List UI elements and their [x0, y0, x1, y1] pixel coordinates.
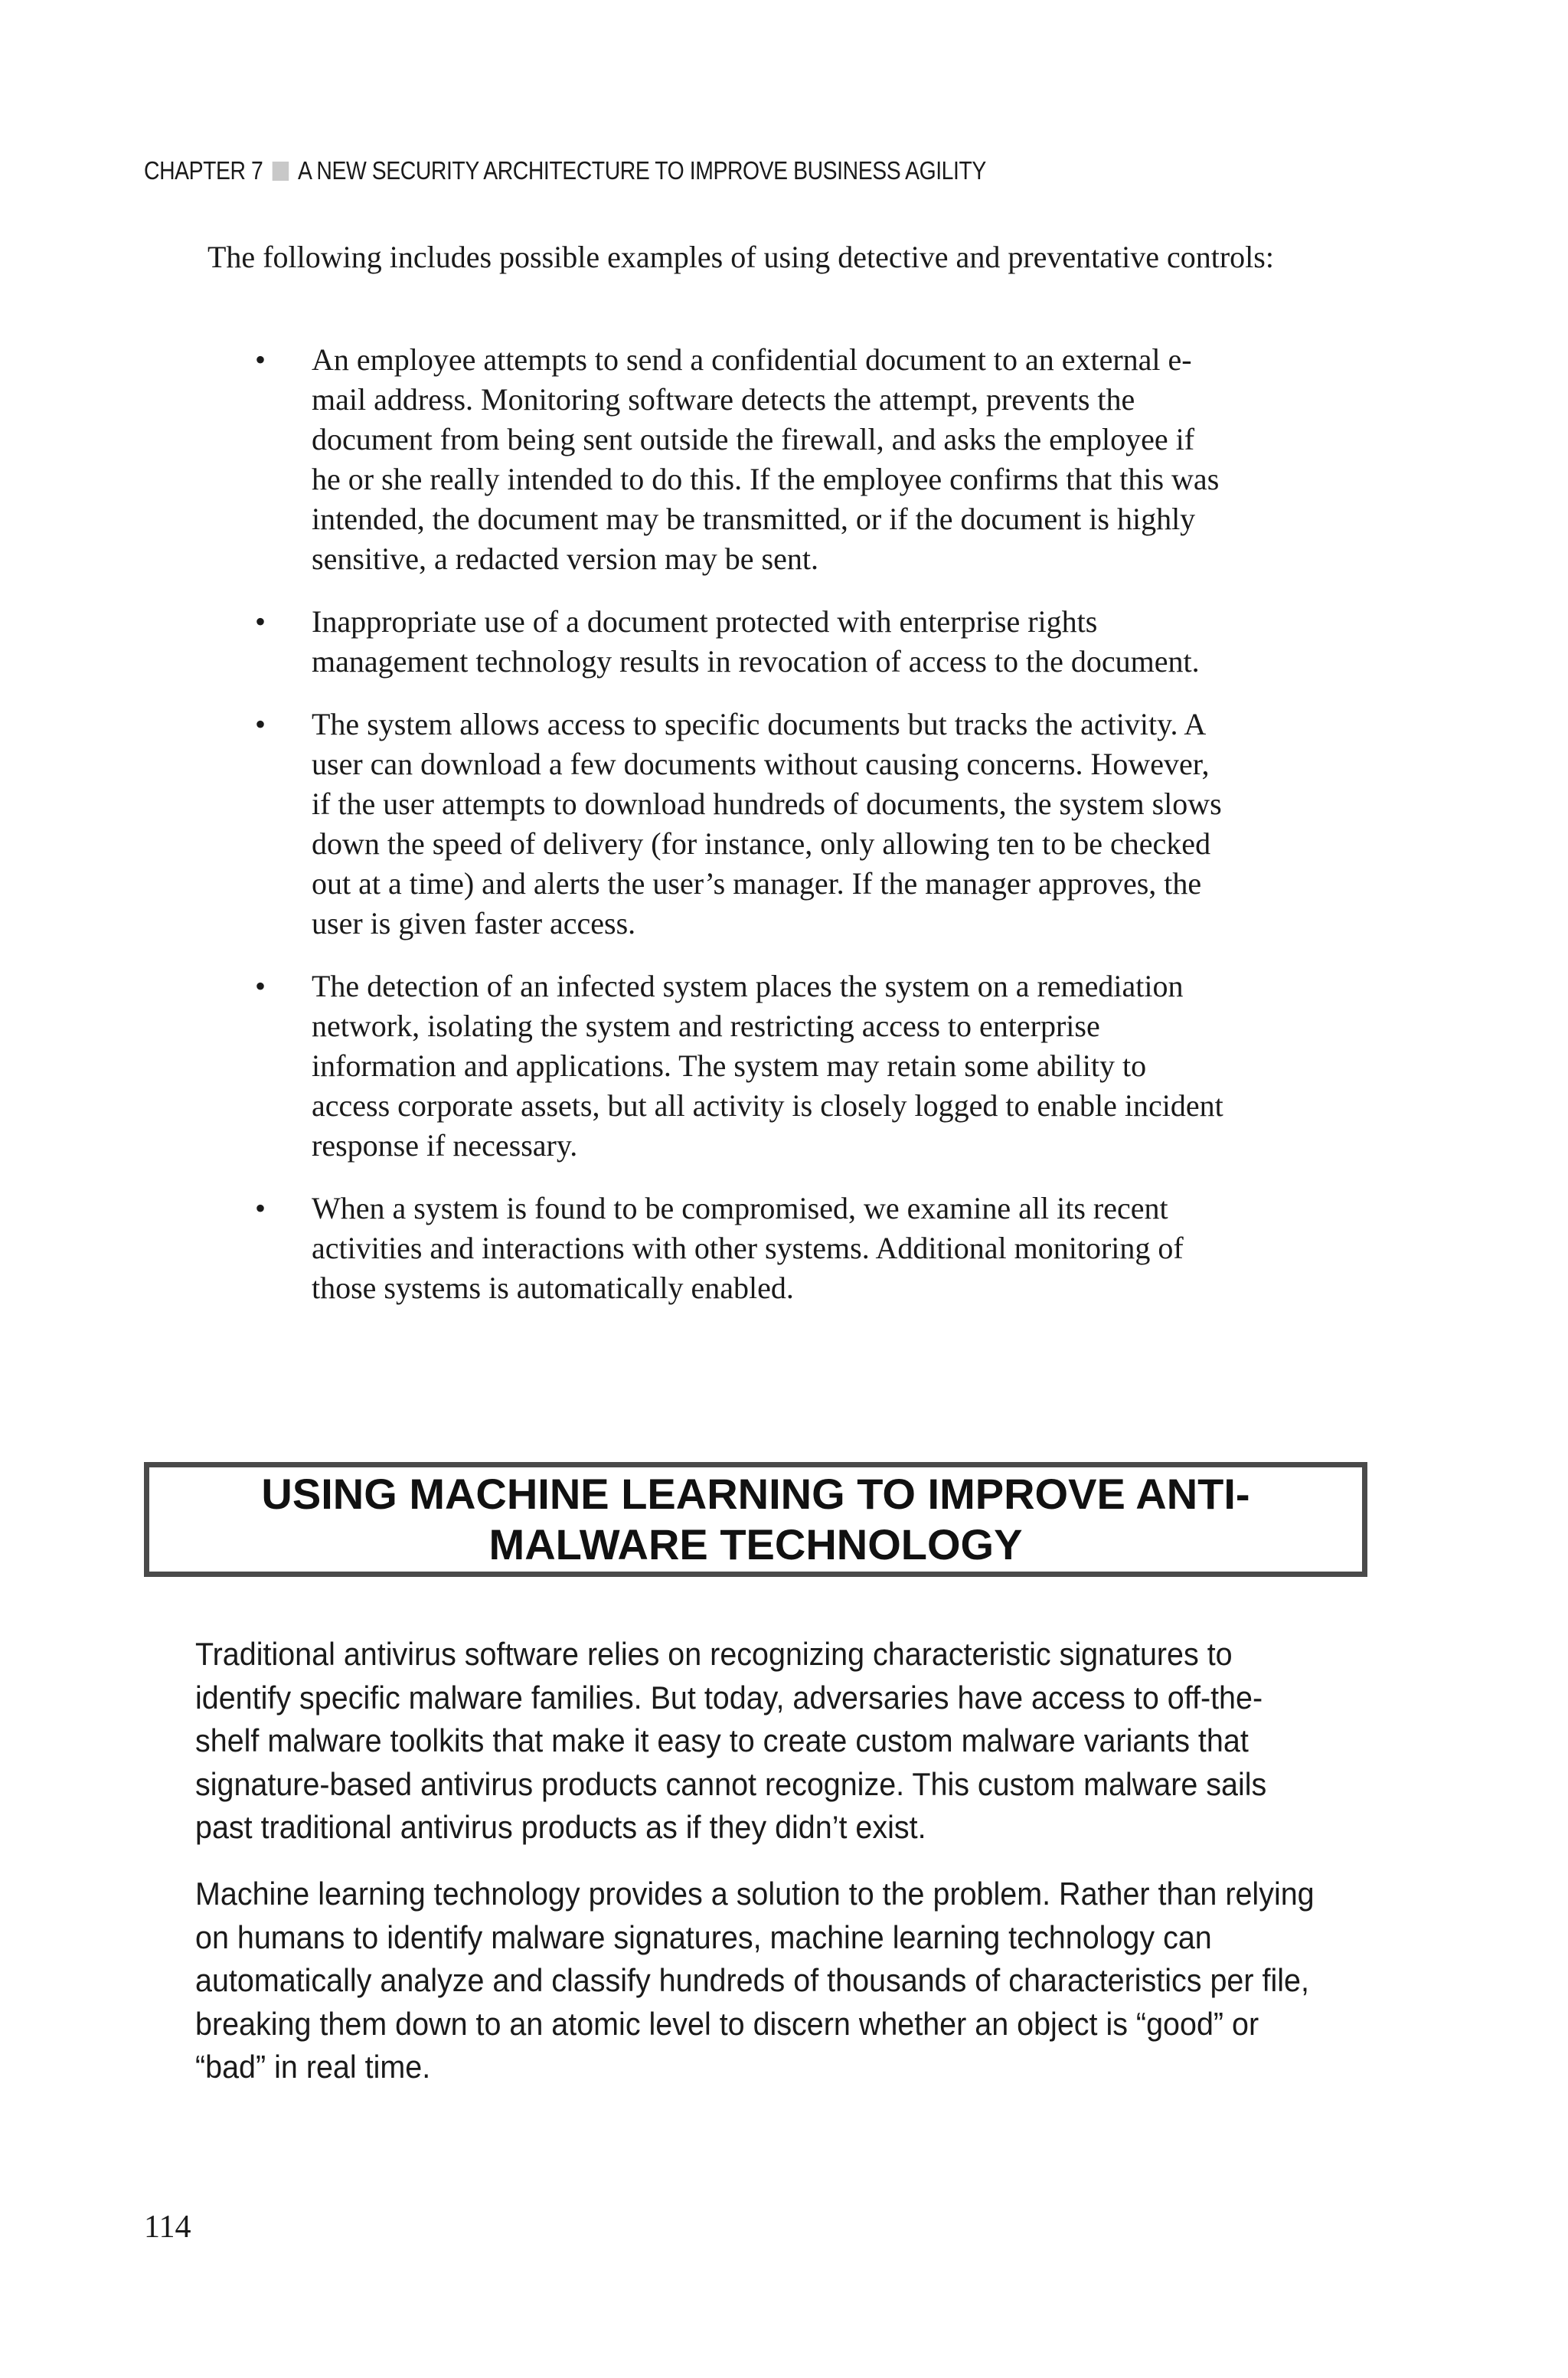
section-paragraph-1: Traditional antivirus software relies on recognizing characteristic signatures to identify specific malware families. But today, adversaries have access to off-the-shelf malware toolkits that make it easy to create custom malware variants that signature-based antivirus products cannot recognize. This custom malware sails past traditional antivirus products as if they didn’t exist. [195, 1636, 1267, 1845]
intro-paragraph: The following includes possible examples of using detective and preventative controls: [207, 240, 1274, 274]
section-heading-box [144, 1462, 1367, 1577]
page-number: 114 [144, 2210, 191, 2245]
bullet-icon: • [255, 342, 266, 377]
list-item [144, 705, 1384, 944]
section-heading: USING MACHINE LEARNING TO IMPROVE ANTI-MALWARE TECHNOLOGY [261, 1470, 1250, 1568]
chapter-label: CHAPTER 7 [144, 156, 263, 185]
list-item [144, 602, 1384, 682]
list-item-text: The detection of an infected system places the system on a remediation network, isolating the system and restricting access to enterprise information and applications. The system may retain some ability to access corporate assets, but all activity is closely logged to enable incident response if necessary. [312, 969, 1223, 1163]
bullet-icon: • [255, 604, 266, 639]
separator-square-icon [272, 162, 289, 181]
list-item-text: When a system is found to be compromised, we examine all its recent activities and interactions with other systems. Additional monitoring of those systems is automatically enabled. [312, 1191, 1184, 1305]
list-item-text: The system allows access to specific documents but tracks the activity. A user can download a few documents without causing concerns. However, if the user attempts to download hundreds of documents, the system slows down the speed of delivery (for instance, only allowing ten to be checked out at a time) and alerts the user’s manager. If the manager approves, the user is given faster access. [312, 707, 1222, 940]
list-item [144, 340, 1384, 579]
list-item-text: An employee attempts to send a confidential document to an external e-mail address. Monitoring software detects the attempt, prevents the document from being sent outside the firewall, and asks the employee if he or she really intended to do this. If the employee confirms that this was intended, the document may be transmitted, or if the document is highly sensitive, a redacted version may be sent. [312, 342, 1220, 576]
bullet-icon: • [255, 969, 266, 1003]
section-paragraph-2: Machine learning technology provides a solution to the problem. Rather than relying on humans to identify malware signatures, machine learning technology can automatically analyze and classify hundreds of thousands of characteristics per file, breaking them down to an atomic level to discern whether an object is “good” or “bad” in real time. [195, 1876, 1315, 2085]
list-item [144, 967, 1384, 1166]
running-head [144, 156, 986, 185]
bullet-icon: • [255, 707, 266, 741]
bullet-list [144, 340, 1384, 1331]
list-item [144, 1189, 1384, 1308]
list-item-text: Inappropriate use of a document protected with enterprise rights management technology results in revocation of access to the document. [312, 604, 1200, 679]
chapter-title: A NEW SECURITY ARCHITECTURE TO IMPROVE BUSINESS AGILITY [297, 156, 986, 185]
bullet-icon: • [255, 1191, 266, 1225]
